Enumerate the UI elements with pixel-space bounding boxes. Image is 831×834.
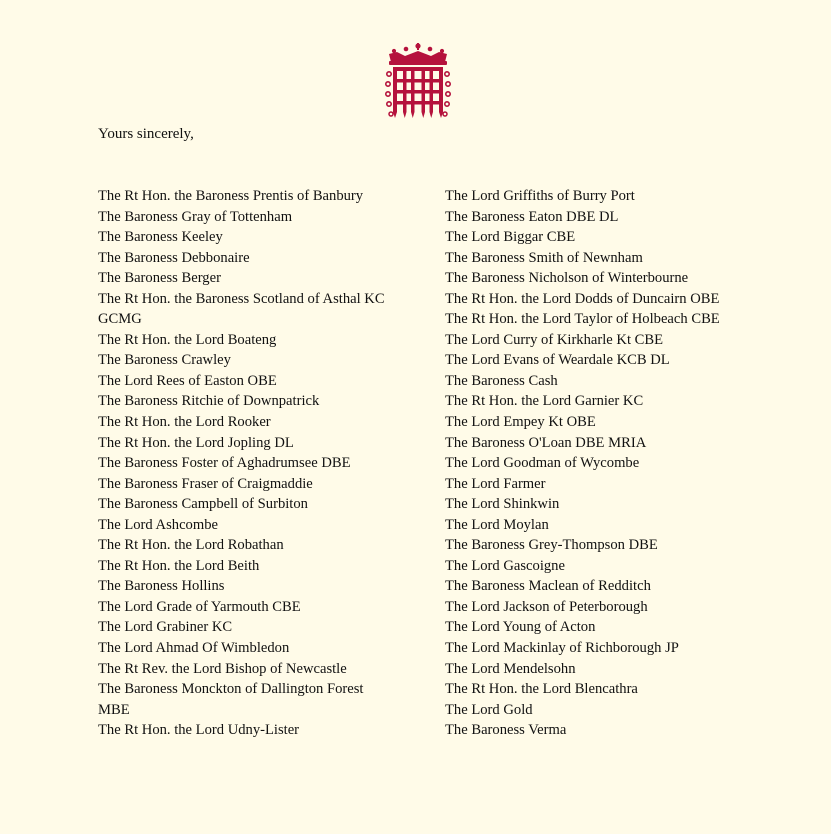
signatory-name: The Lord Farmer	[445, 475, 546, 492]
signatory-name: The Rt Hon. the Lord Garnier KC	[445, 393, 644, 410]
signatory-name: The Lord Ahmad Of Wimbledon	[98, 640, 290, 657]
signatory-name: The Lord Moylan	[445, 516, 549, 533]
signatory-name: The Baroness Gray of Tottenham	[98, 208, 293, 225]
signatory-name: The Lord Jackson of Peterborough	[445, 598, 648, 615]
signatory-list-right	[445, 186, 723, 741]
signatory-name: The Rt Hon. the Lord Boateng	[98, 331, 277, 348]
signatory-name: The Lord Rees of Easton OBE	[98, 372, 277, 389]
signatory-name: The Lord Grade of Yarmouth CBE	[98, 598, 301, 615]
signatory-name: The Baroness Ritchie of Downpatrick	[98, 393, 320, 410]
signatory-name: The Rt Hon. the Lord Robathan	[98, 537, 284, 554]
signatory-name: The Lord Biggar CBE	[445, 229, 576, 246]
signatory-name: The Lord Young of Acton	[445, 619, 596, 636]
signatory-name: The Baroness Debbonaire	[98, 249, 250, 266]
letter-signoff: Yours sincerely,	[98, 126, 194, 142]
signatory-name: The Rt Hon. the Lord Taylor of Holbeach CBE	[445, 311, 720, 328]
signatory-name: The Lord Gascoigne	[445, 557, 565, 574]
signatory-name: The Lord Goodman of Wycombe	[445, 455, 640, 472]
signatory-name: The Lord Empey Kt OBE	[445, 414, 596, 431]
signatory-name: The Baroness Monckton of Dallington Forest MBE	[98, 681, 364, 718]
signatory-name: The Lord Grabiner KC	[98, 619, 233, 636]
signatory-name: The Rt Hon. the Lord Dodds of Duncairn OBE	[445, 290, 720, 307]
signatory-name: The Rt Hon. the Lord Blencathra	[445, 681, 638, 698]
signatory-name: The Baroness Nicholson of Winterbourne	[445, 270, 689, 287]
signatory-name: The Rt Hon. the Lord Rooker	[98, 414, 271, 431]
signatory-list-left	[98, 186, 398, 741]
signatory-name: The Baroness Fraser of Craigmaddie	[98, 475, 313, 492]
signatory-name: The Lord Shinkwin	[445, 496, 560, 513]
signatory-name: The Lord Mendelsohn	[445, 660, 576, 677]
signatory-name: The Baroness Keeley	[98, 229, 223, 246]
signatory-name: The Lord Evans of Weardale KCB DL	[445, 352, 670, 369]
signatory-name: The Rt Hon. the Lord Jopling DL	[98, 434, 294, 451]
signatory-name: The Lord Gold	[445, 701, 533, 718]
signatory-name: The Lord Griffiths of Burry Port	[445, 188, 635, 204]
signatory-name: The Baroness Crawley	[98, 352, 231, 369]
signatory-name: The Rt Rev. the Lord Bishop of Newcastle	[98, 660, 347, 677]
signatory-name: The Lord Mackinlay of Richborough JP	[445, 640, 679, 657]
signatory-name: The Rt Hon. the Baroness Scotland of Asthal KC GCMG	[98, 290, 385, 328]
signatory-name: The Baroness Hollins	[98, 578, 225, 595]
signatory-name: The Baroness Maclean of Redditch	[445, 578, 651, 595]
signatory-name: The Baroness Foster of Aghadrumsee DBE	[98, 455, 351, 472]
signatory-name: The Baroness Berger	[98, 270, 221, 287]
signatory-name: The Rt Hon. the Baroness Prentis of Banbury	[98, 188, 364, 204]
signatory-name: The Rt Hon. the Lord Beith	[98, 557, 260, 574]
signatory-name: The Baroness Campbell of Surbiton	[98, 496, 308, 513]
portcullis-crest-icon	[383, 42, 453, 124]
signatory-name: The Baroness Smith of Newnham	[445, 249, 643, 266]
signatory-name: The Lord Ashcombe	[98, 516, 218, 533]
signatory-name: The Baroness Verma	[445, 722, 567, 739]
signatory-name: The Lord Curry of Kirkharle Kt CBE	[445, 331, 664, 348]
signatory-name: The Baroness Grey-Thompson DBE	[445, 537, 658, 554]
signatory-name: The Baroness Cash	[445, 372, 558, 389]
signatory-name: The Baroness Eaton DBE DL	[445, 208, 619, 225]
signatory-name: The Rt Hon. the Lord Udny-Lister	[98, 722, 300, 739]
signatory-name: The Baroness O'Loan DBE MRIA	[445, 434, 647, 451]
